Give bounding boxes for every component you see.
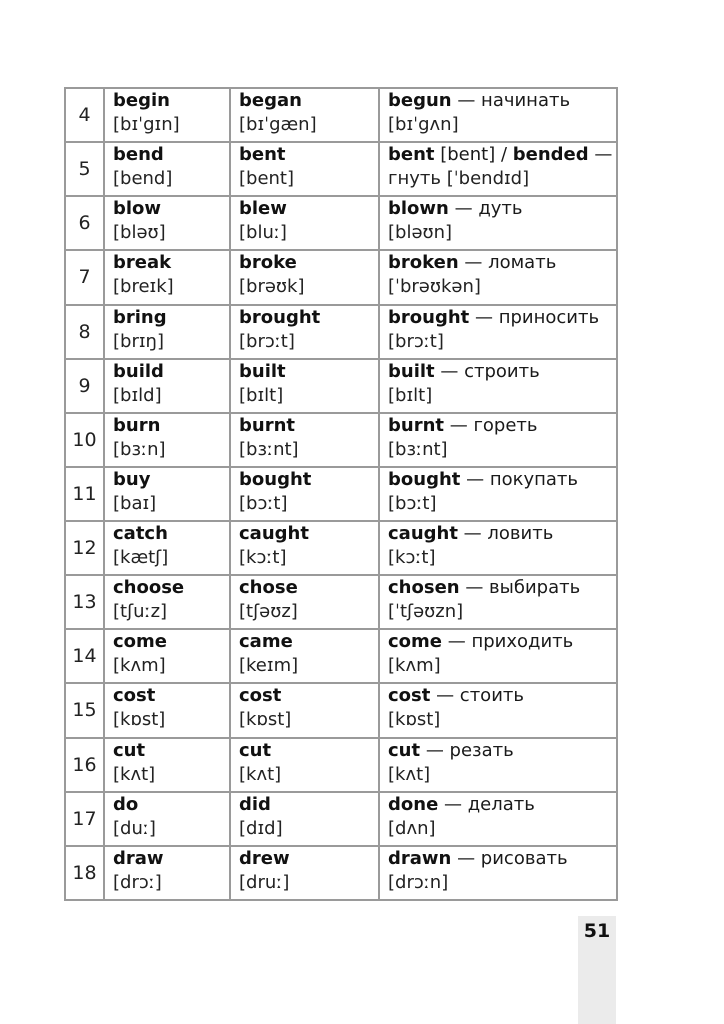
base-form: do	[113, 793, 139, 815]
participle-second-line: [ˈbrəʊkən]	[388, 276, 481, 298]
irregular-verbs-table	[64, 87, 618, 901]
participle-second-line: [bɪlt]	[388, 384, 433, 406]
past-simple-transcription: [dɪd]	[239, 817, 283, 839]
past-participle-cell	[379, 521, 617, 575]
participle-line	[388, 739, 616, 763]
participle-second-line: [kʌm]	[388, 655, 441, 677]
base-form-cell	[104, 683, 230, 737]
table-row	[65, 467, 617, 521]
translation: —	[588, 144, 613, 166]
participle-second-line: [bləʊn]	[388, 222, 453, 244]
past-participle-form: blown	[388, 198, 449, 220]
participle-second-line: [bɜːnt]	[388, 438, 448, 460]
base-form-cell	[104, 467, 230, 521]
past-participle-form: come	[388, 631, 442, 653]
past-simple-transcription: [druː]	[239, 871, 290, 893]
participle-line	[388, 251, 616, 275]
base-transcription: [kʌm]	[113, 655, 166, 677]
row-number: 12	[65, 521, 104, 575]
past-simple-transcription: [kʌt]	[239, 763, 282, 785]
past-simple-cell	[230, 738, 379, 792]
row-number: 15	[65, 683, 104, 737]
translation: — ловить	[457, 523, 554, 544]
past-participle-form: burnt	[388, 414, 444, 436]
participle-line	[388, 89, 616, 113]
base-form-cell	[104, 629, 230, 683]
past-simple-form: blew	[239, 198, 287, 220]
base-form: begin	[113, 90, 170, 111]
past-participle-alt-form: bended	[512, 144, 589, 166]
past-simple-form: bought	[239, 468, 312, 490]
table-row	[65, 629, 617, 683]
translation: — резать	[420, 739, 514, 761]
translation: — приносить	[469, 306, 600, 328]
base-transcription: [bɜːn]	[113, 438, 166, 460]
participle-second-line: [ˈtʃəʊzn]	[388, 601, 464, 623]
row-number: 6	[65, 196, 104, 250]
base-form-cell	[104, 142, 230, 196]
participle-line	[388, 847, 616, 871]
participle-second-line: [bɔːt]	[388, 492, 437, 514]
table-row	[65, 792, 617, 846]
participle-line	[388, 576, 616, 600]
base-form: choose	[113, 577, 185, 599]
past-simple-cell	[230, 792, 379, 846]
participle-second-line: [kʌt]	[388, 763, 431, 785]
past-participle-cell	[379, 575, 617, 629]
page-number: 51	[583, 920, 611, 942]
verb-table-body	[65, 88, 617, 900]
base-form-cell	[104, 575, 230, 629]
past-participle-form: brought	[388, 306, 470, 328]
row-number: 4	[65, 88, 104, 142]
past-simple-cell	[230, 467, 379, 521]
table-row	[65, 521, 617, 575]
row-number: 11	[65, 467, 104, 521]
participle-line	[388, 306, 616, 330]
base-form: buy	[113, 468, 151, 490]
row-number: 16	[65, 738, 104, 792]
participle-line	[388, 143, 616, 167]
past-simple-form: brought	[239, 306, 321, 328]
past-simple-form: bent	[239, 144, 286, 166]
participle-line	[388, 414, 616, 438]
base-form-cell	[104, 305, 230, 359]
base-form-cell	[104, 413, 230, 467]
row-number: 8	[65, 305, 104, 359]
past-simple-form: broke	[239, 252, 297, 274]
past-simple-transcription: [keɪm]	[239, 655, 299, 677]
participle-line	[388, 630, 616, 654]
row-number: 10	[65, 413, 104, 467]
translation: — выбирать	[459, 577, 581, 599]
base-form: come	[113, 631, 167, 653]
past-participle-cell	[379, 683, 617, 737]
translation: — делать	[438, 793, 535, 815]
past-simple-form: burnt	[239, 414, 295, 436]
participle-line	[388, 468, 616, 492]
participle-second-line: [drɔːn]	[388, 871, 449, 893]
past-participle-form: bought	[388, 468, 461, 490]
base-form-cell	[104, 792, 230, 846]
translation: — стоить	[430, 685, 524, 707]
row-number: 18	[65, 846, 104, 900]
past-simple-form: built	[239, 360, 286, 382]
past-simple-cell	[230, 413, 379, 467]
base-form-cell	[104, 250, 230, 304]
past-simple-form: cost	[239, 685, 282, 707]
table-row	[65, 196, 617, 250]
base-transcription: [tʃuːz]	[113, 601, 168, 623]
translation: — строить	[434, 360, 540, 382]
translation: — дуть	[448, 198, 523, 220]
base-form: build	[113, 360, 164, 382]
participle-second-line: гнуть [ˈbendɪd]	[388, 168, 530, 190]
past-participle-form: broken	[388, 252, 459, 274]
page-number-tab	[578, 916, 616, 1024]
past-participle-cell	[379, 196, 617, 250]
base-form-cell	[104, 738, 230, 792]
participle-second-line: [kɒst]	[388, 709, 441, 731]
base-transcription: [breɪk]	[113, 276, 174, 298]
base-form: draw	[113, 847, 164, 869]
base-form: burn	[113, 414, 161, 436]
base-form: break	[113, 252, 172, 274]
past-simple-cell	[230, 575, 379, 629]
base-transcription: [baɪ]	[113, 492, 157, 514]
table-row	[65, 142, 617, 196]
participle-second-line: [dʌn]	[388, 817, 436, 839]
past-participle-form: bent	[388, 144, 435, 166]
base-transcription: [bend]	[113, 168, 173, 190]
row-number: 17	[65, 792, 104, 846]
past-simple-transcription: [bent]	[239, 168, 295, 190]
participle-second-line: [kɔːt]	[388, 547, 436, 568]
row-number: 9	[65, 359, 104, 413]
past-participle-cell	[379, 738, 617, 792]
base-transcription: [brɪŋ]	[113, 330, 164, 352]
past-simple-transcription: [bɜːnt]	[239, 438, 299, 460]
base-transcription: [kʌt]	[113, 763, 156, 785]
row-number: 14	[65, 629, 104, 683]
past-simple-form: began	[239, 90, 302, 111]
past-participle-cell	[379, 305, 617, 359]
past-simple-transcription: [kɔːt]	[239, 547, 287, 568]
table-row	[65, 359, 617, 413]
base-transcription: [bɪˈgɪn]	[113, 114, 180, 135]
past-simple-transcription: [kɒst]	[239, 709, 292, 731]
past-participle-form: cost	[388, 685, 431, 707]
base-form-cell	[104, 196, 230, 250]
translation: — рисовать	[451, 847, 568, 869]
translation: — приходить	[442, 631, 574, 653]
participle-second-line: [bɪˈgʌn]	[388, 114, 459, 135]
participle-second-line: [brɔːt]	[388, 330, 444, 352]
table-row	[65, 305, 617, 359]
past-simple-form: chose	[239, 577, 298, 599]
past-simple-form: cut	[239, 739, 272, 761]
past-simple-cell	[230, 359, 379, 413]
translation: — ломать	[458, 252, 557, 274]
table-row	[65, 738, 617, 792]
base-transcription: [duː]	[113, 817, 156, 839]
past-participle-cell	[379, 846, 617, 900]
past-participle-cell	[379, 629, 617, 683]
past-simple-cell	[230, 196, 379, 250]
past-participle-cell	[379, 88, 617, 142]
participle-line	[388, 360, 616, 384]
table-row	[65, 846, 617, 900]
past-simple-cell	[230, 88, 379, 142]
base-form-cell	[104, 359, 230, 413]
base-form: cost	[113, 685, 156, 707]
past-simple-cell	[230, 305, 379, 359]
base-form: bend	[113, 144, 164, 166]
base-transcription: [bləʊ]	[113, 222, 166, 244]
translation: — гореть	[444, 414, 538, 436]
past-simple-form: did	[239, 793, 271, 815]
past-participle-form: drawn	[388, 847, 452, 869]
past-participle-cell	[379, 142, 617, 196]
past-simple-transcription: [tʃəʊz]	[239, 601, 298, 623]
row-number: 7	[65, 250, 104, 304]
table-row	[65, 88, 617, 142]
past-simple-transcription: [brəʊk]	[239, 276, 305, 298]
table-row	[65, 413, 617, 467]
table-row	[65, 575, 617, 629]
base-transcription: [kɒst]	[113, 709, 166, 731]
past-simple-cell	[230, 629, 379, 683]
base-form-cell	[104, 521, 230, 575]
past-participle-form: chosen	[388, 577, 460, 599]
past-simple-transcription: [brɔːt]	[239, 330, 295, 352]
past-participle-cell	[379, 467, 617, 521]
base-form: cut	[113, 739, 146, 761]
participle-line	[388, 684, 616, 708]
past-simple-form: came	[239, 631, 293, 653]
base-form: bring	[113, 306, 167, 328]
base-form: catch	[113, 523, 168, 544]
past-simple-transcription: [bɪˈgæn]	[239, 114, 317, 135]
base-form-cell	[104, 88, 230, 142]
base-transcription: [drɔː]	[113, 871, 162, 893]
past-simple-cell	[230, 846, 379, 900]
past-participle-form: done	[388, 793, 439, 815]
translation: — покупать	[460, 468, 579, 490]
past-simple-transcription: [bɔːt]	[239, 492, 288, 514]
past-participle-form: begun	[388, 90, 452, 111]
past-simple-cell	[230, 250, 379, 304]
past-participle-form: built	[388, 360, 435, 382]
past-simple-cell	[230, 142, 379, 196]
past-participle-cell	[379, 250, 617, 304]
past-simple-form: drew	[239, 847, 290, 869]
row-number: 5	[65, 142, 104, 196]
participle-inline-transcription: [bent] /	[434, 144, 513, 166]
past-simple-cell	[230, 683, 379, 737]
table-row	[65, 250, 617, 304]
past-participle-cell	[379, 413, 617, 467]
past-simple-transcription: [bluː]	[239, 222, 287, 244]
past-simple-transcription: [bɪlt]	[239, 384, 284, 406]
base-form-cell	[104, 846, 230, 900]
participle-line	[388, 793, 616, 817]
participle-line	[388, 197, 616, 221]
base-transcription: [kætʃ]	[113, 547, 169, 568]
past-participle-cell	[379, 792, 617, 846]
translation: — начинать	[451, 90, 571, 111]
base-transcription: [bɪld]	[113, 384, 162, 406]
row-number: 13	[65, 575, 104, 629]
base-form: blow	[113, 198, 162, 220]
past-participle-form: caught	[388, 523, 458, 544]
past-simple-cell	[230, 521, 379, 575]
past-simple-form: caught	[239, 523, 309, 544]
participle-line	[388, 522, 616, 546]
past-participle-cell	[379, 359, 617, 413]
past-participle-form: cut	[388, 739, 421, 761]
table-row	[65, 683, 617, 737]
